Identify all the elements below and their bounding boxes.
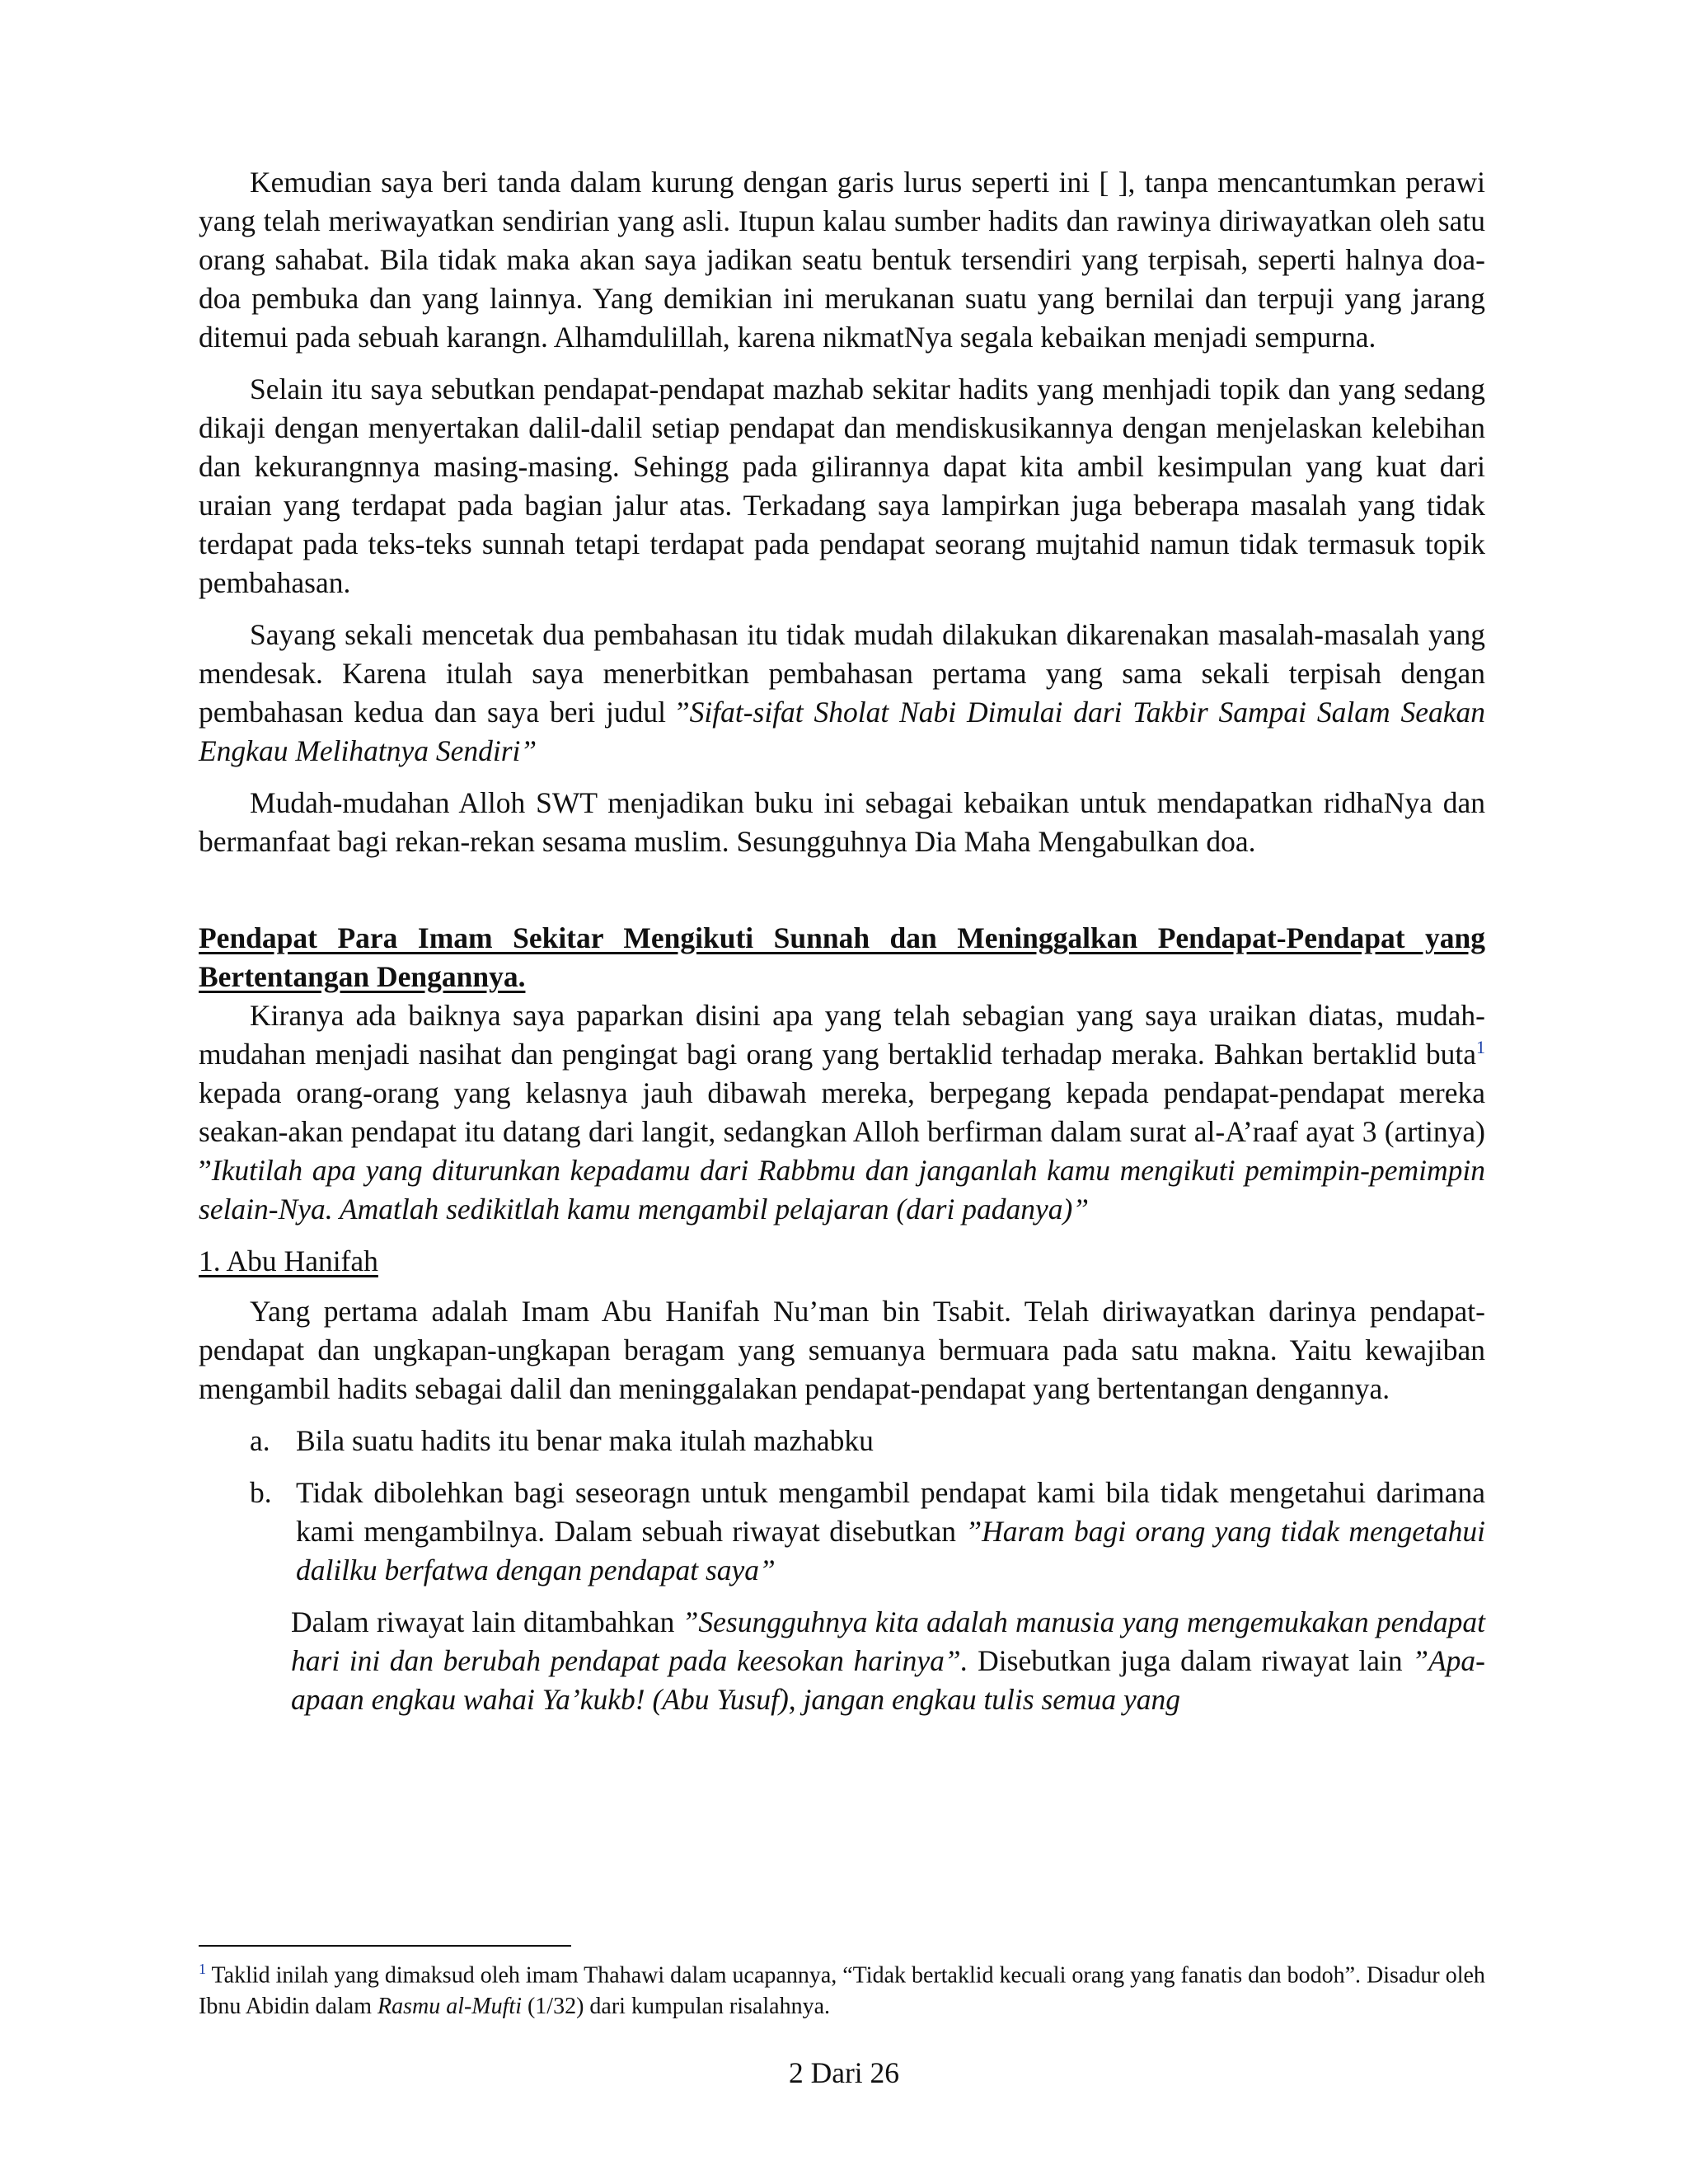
paragraph-text: Sayang sekali mencetak dua pembahasan itu tidak mudah dilakukan dikarenakan masalah-masalah yang mendesak. Karena itulah saya menerbitkan pembahasan pertama yang sama sekali terpisah dengan pembahasan kedua dan saya beri judul ” xyxy=(199,618,1485,729)
quote-italic: ”Sesungguhnya kita adalah manusia yang mengemukakan pendapat hari ini dan berubah pendapat pada keesokan harinya”. xyxy=(291,1605,1485,1677)
list-marker: b. xyxy=(250,1476,272,1509)
section-heading xyxy=(199,919,1485,996)
paragraph-text: Mudah-mudahan Alloh SWT menjadikan buku ini sebagai kebaikan untuk mendapatkan ridhaNya dan bermanfaat bagi rekan-rekan sesama muslim. Sesungguhnya Dia Maha Mengabulkan doa. xyxy=(199,786,1485,858)
list-item xyxy=(199,1422,1485,1460)
paragraph-text: Yang pertama adalah Imam Abu Hanifah Nu’man bin Tsabit. Telah diriwayatkan darinya pendapat-pendapat dan ungkapan-ungkapan beragam yang semuanya bermuara pada satu makna. Yaitu kewajiban mengambil hadits sebagai dalil dan meninggalakan pendapat-pendapat yang bertentangan dengannya. xyxy=(199,1295,1485,1405)
subsection-paragraph xyxy=(199,1292,1485,1408)
section-paragraph xyxy=(199,996,1485,1229)
paragraph-text: Disebutkan juga dalam riwayat lain xyxy=(968,1644,1413,1677)
paragraph-text: Kiranya ada baiknya saya paparkan disini apa yang telah sebagian yang saya uraikan diatas, mudah-mudahan menjadi nasihat dan pengingat bagi orang yang bertaklid terhadap meraka. Bahkan bertaklid buta xyxy=(199,999,1485,1071)
list-continuation xyxy=(291,1603,1485,1719)
paragraph-text: kepada orang-orang yang kelasnya jauh dibawah mereka, berpegang kepada pendapat-pendapat mereka seakan-akan pendapat itu datang dari langit, sedangkan Alloh berfirman dalam surat al-A’raaf ayat 3 (artinya) ” xyxy=(199,1076,1485,1187)
footnote-book-title: Rasmu al-Mufti xyxy=(377,1994,522,2020)
list-marker: a. xyxy=(250,1424,270,1457)
book-title-italic: Sifat-sifat Sholat Nabi Dimulai dari Takbir Sampai Salam Seakan Engkau Melihatnya Sendiri” xyxy=(199,696,1485,767)
quran-quote-italic: Ikutilah apa yang diturunkan kepadamu dari Rabbmu dan janganlah kamu mengikuti pemimpin-pemimpin selain-Nya. Amatlah sedikitlah kamu mengambil pelajaran (dari padanya)” xyxy=(199,1154,1485,1226)
footnote-text: (1/32) dari kumpulan risalahnya. xyxy=(521,1994,830,2020)
footnote-text: Taklid inilah yang dimaksud oleh imam Thahawi dalam ucapannya, “Tidak bertaklid kecuali orang yang fanatis dan bodoh”. Disadur oleh Ibnu Abidin dalam xyxy=(199,1962,1485,2020)
footnote-reference[interactable]: 1 xyxy=(1476,1037,1485,1058)
list-item-text: Tidak dibolehkan bagi seseoragn untuk mengambil pendapat kami bila tidak mengetahui darimana kami mengambilnya. Dalam sebuah riwayat disebutkan xyxy=(296,1476,1485,1548)
page-number: 2 Dari 26 xyxy=(788,2056,900,2089)
footnote-mark: 1 xyxy=(199,1961,206,1977)
paragraph-intro-3 xyxy=(199,616,1485,771)
subsection-title xyxy=(199,1242,1485,1281)
paragraph-text: Kemudian saya beri tanda dalam kurung dengan garis lurus seperti ini [ ], tanpa mencantumkan perawi yang telah meriwayatkan sendirian yang asli. Itupun kalau sumber hadits dan rawinya diriwayatkan oleh satu orang sahabat. Bila tidak maka akan saya jadikan seatu bentuk tersendiri yang terpisah, seperti halnya doa-doa pembuka dan yang lainnya. Yang demikian ini merukanan suatu yang bernilai dan terpuji yang jarang ditemui pada sebuah karangn. Alhamdulillah, karena nikmatNya segala kebaikan menjadi sempurna. xyxy=(199,166,1485,354)
subsection-title-text: 1. Abu Hanifah xyxy=(199,1244,378,1277)
list-item-text: Bila suatu hadits itu benar maka itulah mazhabku xyxy=(296,1424,874,1457)
section-heading-text: Pendapat Para Imam Sekitar Mengikuti Sunnah dan Meninggalkan Pendapat-Pendapat yang Bertentangan Dengannya. xyxy=(199,921,1485,993)
body-column xyxy=(199,163,1485,1719)
footnote xyxy=(199,1953,1485,2022)
list-item xyxy=(199,1474,1485,1590)
paragraph-intro-4 xyxy=(199,784,1485,861)
list-item-quote: ”Haram bagi orang yang tidak mengetahui dalilku berfatwa dengan pendapat saya” xyxy=(296,1515,1485,1586)
paragraph-text: Selain itu saya sebutkan pendapat-pendapat mazhab sekitar hadits yang menhjadi topik dan yang sedang dikaji dengan menyertakan dalil-dalil setiap pendapat dan mendiskusikannya dengan menjelaskan kelebihan dan kekurangnnya masing-masing. Sehingg pada gilirannya dapat kita ambil kesimpulan yang kuat dari uraian yang terdapat pada bagian jalur atas. Terkadang saya lampirkan juga beberapa masalah yang tidak terdapat pada teks-teks sunnah tetapi terdapat pada pendapat seorang mujtahid namun tidak termasuk topik pembahasan. xyxy=(199,373,1485,599)
quote-italic: ”Apa-apaan engkau wahai Ya’kukb! (Abu Yusuf), jangan engkau tulis semua yang xyxy=(291,1644,1485,1716)
paragraph-intro-1 xyxy=(199,163,1485,357)
paragraph-text: Dalam riwayat lain ditambahkan xyxy=(291,1605,682,1638)
footnote-divider xyxy=(199,1945,571,1947)
lettered-list xyxy=(199,1422,1485,1590)
paragraph-intro-2 xyxy=(199,370,1485,602)
